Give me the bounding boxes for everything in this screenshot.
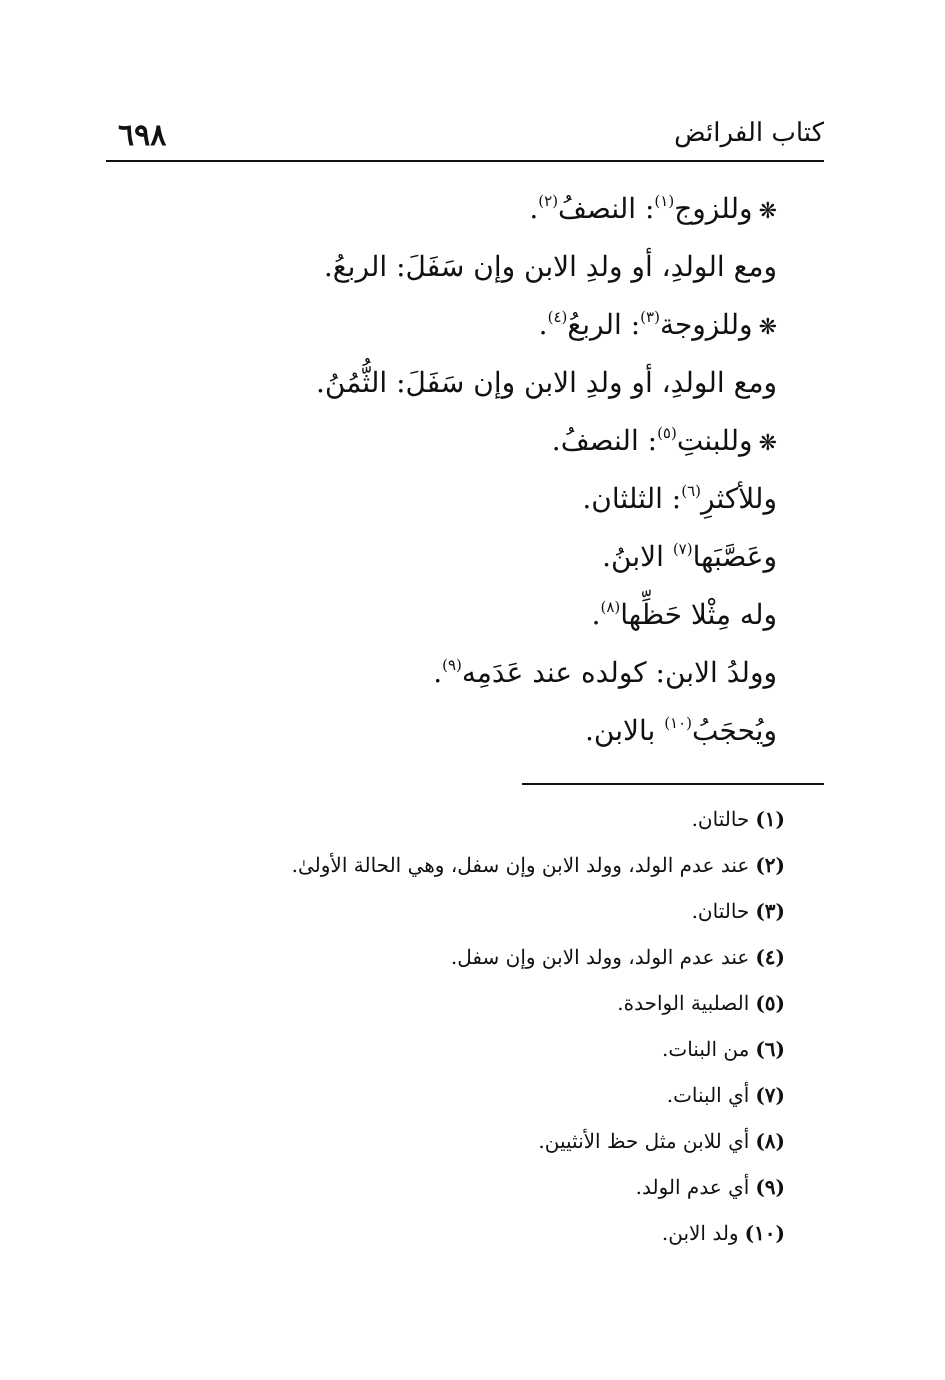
footnote-item (145, 1072, 785, 1118)
footnote-text: حالتان. (691, 899, 750, 923)
footnote-item (145, 1210, 785, 1256)
footnote-item (145, 796, 785, 842)
footnote-text: عند عدم الولد، وولد الابن وإن سفل. (450, 945, 750, 969)
page-number: ٦٩٨ (118, 118, 167, 153)
footnote-number: (٣) (755, 899, 785, 923)
footnote-text: أي البنات. (666, 1083, 750, 1107)
footnote-marker: (٦) (681, 482, 701, 500)
footnote-number: (٢) (755, 853, 785, 877)
footnote-item (145, 842, 785, 888)
footnote-marker: (٤) (547, 308, 568, 326)
footnote-number: (٥) (755, 991, 785, 1015)
asterisk-icon: ❋ (758, 199, 777, 224)
footnote-item (145, 1026, 785, 1072)
footnote-number: (٧) (755, 1083, 785, 1107)
footnote-marker: (٣) (640, 308, 660, 326)
footnote-marker: (١٠) (664, 714, 693, 732)
footnote-text: عند عدم الولد، وولد الابن وإن سفل، وهي الحالة الأولىٰ. (291, 853, 750, 877)
main-text-line: وولدُ الابن: كولده عند عَدَمِه$^{(٩)}$. (433, 656, 777, 689)
footnote-item (145, 980, 785, 1026)
footnote-text: الصلبية الواحدة. (617, 991, 750, 1015)
asterisk-icon: ❋ (758, 315, 777, 340)
main-text-line: وللأكثرِ$^{(٦)}$: الثلثان. (582, 482, 777, 515)
footnote-marker: (٨) (600, 598, 621, 616)
footnote-number: (١) (755, 807, 785, 831)
main-text-line: ويُحجَبُ$^{(١٠)}$ بالابن. (584, 714, 777, 747)
footnote-text: أي للابن مثل حظ الأنثيين. (538, 1129, 750, 1153)
footnote-item (145, 888, 785, 934)
main-text (157, 180, 777, 760)
footnote-marker: (١) (654, 192, 675, 210)
footnote-text: حالتان. (691, 807, 750, 831)
footnote-text: أي عدم الولد. (635, 1175, 750, 1199)
footnote-item (145, 1118, 785, 1164)
page-header (106, 112, 824, 162)
main-text-line: ومع الولدِ، أو ولدِ الابن وإن سَفَلَ: الربعُ. (323, 250, 777, 283)
footnote-number: (٨) (755, 1129, 785, 1153)
footnote-number: (٦) (755, 1037, 785, 1061)
footnote-marker: (٥) (657, 424, 677, 442)
main-text-line: وعَصَّبَها$^{(٧)}$ الابنُ. (602, 540, 777, 573)
footnote-marker: (٩) (442, 656, 462, 674)
footnote-number: (١٠) (744, 1221, 785, 1245)
main-text-line: ❋وللبنتِ$^{(٥)}$: النصفُ. (551, 424, 777, 457)
footnote-divider (522, 783, 824, 785)
footnote-text: ولد الابن. (661, 1221, 739, 1245)
footnote-number: (٩) (755, 1175, 785, 1199)
asterisk-icon: ❋ (758, 431, 777, 456)
footnotes (145, 796, 785, 1256)
main-text-line: ومع الولدِ، أو ولدِ الابن وإن سَفَلَ: الثُّمُنُ. (316, 366, 777, 399)
footnote-item (145, 934, 785, 980)
main-text-line: وله مِثْلا حَظِّها$^{(٨)}$. (591, 598, 777, 631)
footnote-item (145, 1164, 785, 1210)
footnote-marker: (٢) (538, 192, 559, 210)
main-text-line: ❋وللزوجة$^{(٣)}$: الربعُ$^{(٤)}$. (538, 308, 777, 341)
book-title: كتاب الفرائض (674, 118, 824, 148)
main-text-line: ❋وللزوج$^{(١)}$: النصفُ$^{(٢)}$. (529, 192, 777, 225)
footnote-marker: (٧) (672, 540, 693, 558)
footnote-number: (٤) (755, 945, 785, 969)
footnote-text: من البنات. (662, 1037, 750, 1061)
